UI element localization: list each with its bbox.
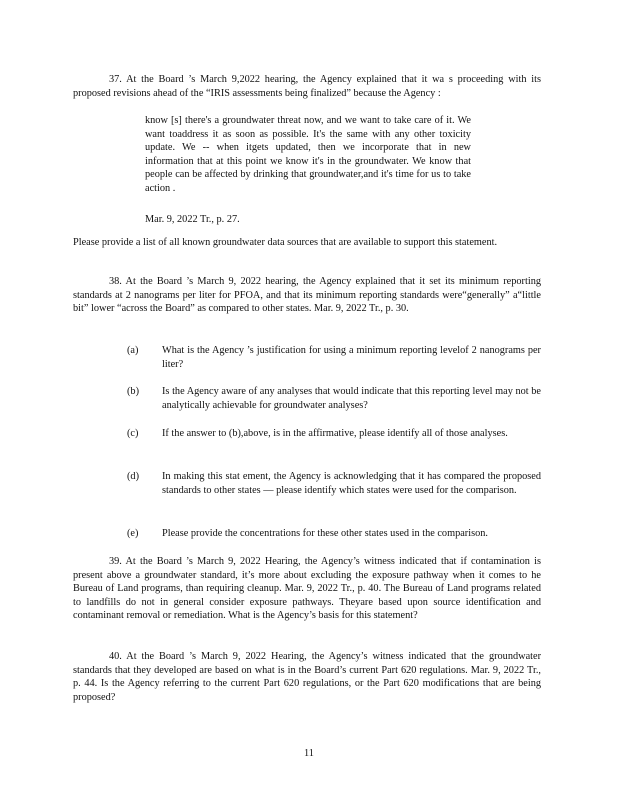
sub-item-label: (b) xyxy=(127,386,140,397)
sub-item-label: (d) xyxy=(127,471,140,482)
quote-citation: Mar. 9, 2022 Tr., p. 27. xyxy=(145,214,240,225)
paragraph-37-request: Please provide a list of all known groundwater data sources that are available to support this statement. xyxy=(73,237,498,248)
sub-item-text: Please provide the concentrations for these other states used in the comparison. xyxy=(162,528,488,539)
paragraph-37: 37. At the Board ’s March 9,2022 hearing, the Agency explained that it wa s proceeding with its proposed revisions ahead of the “IRIS assessments being finalized” because the Agency : xyxy=(73,74,541,99)
sub-item-text: In making this stat ement, the Agency is acknowledging that it has compared the proposed standards to other states — please identify which states were used for the comparison. xyxy=(162,471,541,496)
sub-item-label: (a) xyxy=(127,345,139,356)
sub-item-text: What is the Agency ’s justification for using a minimum reporting levelof 2 nanograms per liter? xyxy=(162,345,541,370)
block-quote: know [s] there's a groundwater threat now, and we want to take care of it. We want toaddress it as soon as possible. It's the same with any other toxicity update. We -- when itgets updated, then we incorporate that in new information that at this point we know it's in the groundwater. We know that people can be affected by drinking that groundwater,and it's time for us to take action . xyxy=(145,115,471,194)
sub-item-text: If the answer to (b),above, is in the affirmative, please identify all of those analyses. xyxy=(162,428,508,439)
paragraph-38: 38. At the Board ’s March 9, 2022 hearing, the Agency explained that it set its minimum reporting standards at 2 nanograms per liter for PFOA, and that its minimum reporting standards were“generally” a“little bit” lower “across the Board” as compared to other states. Mar. 9, 2022 Tr., p. 30. xyxy=(73,276,541,315)
sub-item-label: (c) xyxy=(127,428,139,439)
paragraph-39: 39. At the Board ’s March 9, 2022 Hearing, the Agency’s witness indicated that if contamination is present above a groundwater standard, it’s more about excluding the exposure pathway when it comes to he Bureau of Land programs, than requiring cleanup. Mar. 9, 2022 Tr., p. 40. The Bureau of Land programs related to landfills do not in general consider exposure pathways. Theyare based upon source identification and contaminant removal or remediation. What is the Agency’s basis for this statement? xyxy=(73,556,541,622)
paragraph-40: 40. At the Board ’s March 9, 2022 Hearing, the Agency’s witness indicated that the groundwater standards that they developed are based on what is in the Board’s current Part 620 regulations. Mar. 9, 2022 Tr., p. 44. Is the Agency referring to the current Part 620 regulations, or the Part 620 modifications that are being proposed? xyxy=(73,651,541,703)
sub-item-label: (e) xyxy=(127,528,139,539)
sub-item-text: Is the Agency aware of any analyses that would indicate that this reporting level may not be analytically achievable for groundwater analyses? xyxy=(162,386,541,411)
page-number: 11 xyxy=(304,748,314,759)
